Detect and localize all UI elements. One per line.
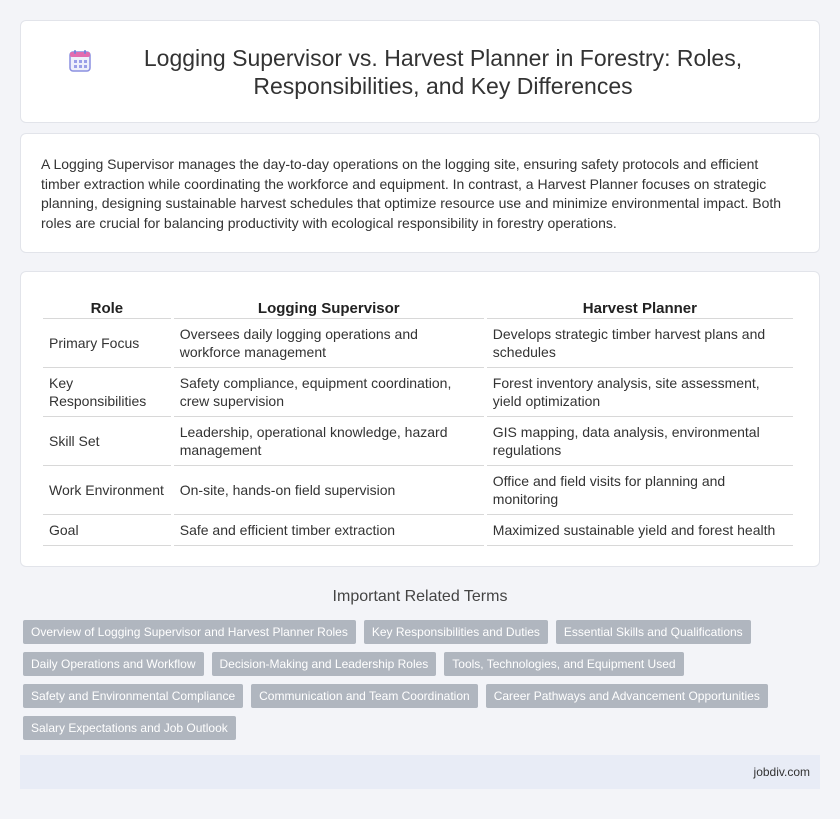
table-row — [43, 319, 793, 368]
header-role: Role — [43, 297, 171, 319]
footer — [20, 755, 820, 789]
summary-text: A Logging Supervisor manages the day-to-day operations on the logging site, ensuring safety protocols and efficient timber extraction while coordinating the workforce and equipment. In contrast, a Harvest Planner focuses on strategic planning, designing sustainable harvest schedules that optimize resource use and minimize environmental impact. Both roles are crucial for balancing productivity with ecological responsibility in forestry operations. — [41, 156, 782, 231]
related-term-tag[interactable]: Communication and Team Coordination — [251, 684, 478, 708]
table-row — [43, 466, 793, 515]
related-terms-heading: Important Related Terms — [332, 588, 508, 605]
title-card — [20, 20, 820, 123]
row-label: Goal — [43, 515, 171, 546]
harvest-planner-cell: Develops strategic timber harvest plans and schedules — [487, 319, 793, 368]
related-term-tag[interactable]: Tools, Technologies, and Equipment Used — [444, 652, 683, 676]
logging-supervisor-cell: Leadership, operational knowledge, hazard management — [174, 417, 484, 466]
related-term-tag[interactable]: Daily Operations and Workflow — [23, 652, 204, 676]
table-row — [43, 368, 793, 417]
related-term-tag[interactable]: Overview of Logging Supervisor and Harvest Planner Roles — [23, 620, 356, 644]
logging-supervisor-cell: Safety compliance, equipment coordination, crew supervision — [174, 368, 484, 417]
row-label: Key Responsibilities — [43, 368, 171, 417]
summary-card — [20, 133, 820, 253]
logging-supervisor-cell: On-site, hands-on field supervision — [174, 466, 484, 515]
comparison-table-card — [20, 271, 820, 567]
harvest-planner-cell: GIS mapping, data analysis, environmental regulations — [487, 417, 793, 466]
related-terms-tags — [23, 620, 803, 748]
related-term-tag[interactable]: Safety and Environmental Compliance — [23, 684, 243, 708]
harvest-planner-cell: Maximized sustainable yield and forest health — [487, 515, 793, 546]
title-wrap — [67, 44, 773, 100]
table-row — [43, 417, 793, 466]
logging-supervisor-cell: Oversees daily logging operations and workforce management — [174, 319, 484, 368]
row-label: Work Environment — [43, 466, 171, 515]
header-harvest-planner: Harvest Planner — [487, 297, 793, 319]
footer-site-link[interactable]: jobdiv.com — [753, 765, 810, 779]
related-term-tag[interactable]: Decision-Making and Leadership Roles — [212, 652, 437, 676]
table-header-row — [43, 297, 793, 319]
page-title: Logging Supervisor vs. Harvest Planner in Forestry: Roles, Responsibilities, and Key Differences — [143, 44, 743, 99]
calendar-icon — [67, 48, 93, 74]
comparison-table — [40, 297, 796, 546]
harvest-planner-cell: Office and field visits for planning and monitoring — [487, 466, 793, 515]
logging-supervisor-cell: Safe and efficient timber extraction — [174, 515, 484, 546]
related-term-tag[interactable]: Salary Expectations and Job Outlook — [23, 716, 236, 740]
row-label: Skill Set — [43, 417, 171, 466]
row-label: Primary Focus — [43, 319, 171, 368]
related-term-tag[interactable]: Essential Skills and Qualifications — [556, 620, 751, 644]
table-row — [43, 515, 793, 546]
related-term-tag[interactable]: Career Pathways and Advancement Opportunities — [486, 684, 768, 708]
header-logging-supervisor: Logging Supervisor — [174, 297, 484, 319]
harvest-planner-cell: Forest inventory analysis, site assessment, yield optimization — [487, 368, 793, 417]
related-term-tag[interactable]: Key Responsibilities and Duties — [364, 620, 548, 644]
